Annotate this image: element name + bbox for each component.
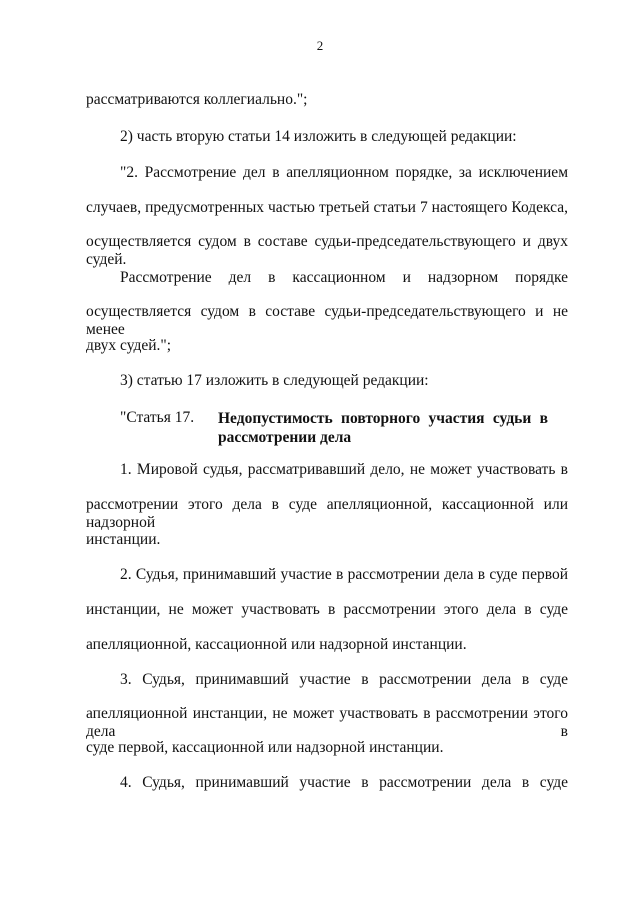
text-line: 3) статью 17 изложить в следующей редакции: — [120, 372, 429, 389]
text-line: 3. Судья, принимавший участие в рассмотрении дела в суде — [120, 671, 568, 688]
text-line: "2. Рассмотрение дел в апелляционном порядке, за исключением — [120, 164, 568, 181]
text-line: инстанции. — [86, 531, 161, 548]
text-line: 2) часть вторую статьи 14 изложить в следующей редакции: — [120, 128, 517, 145]
article-title — [218, 409, 548, 447]
text-line: Рассмотрение дел в кассационном и надзорном порядке — [120, 269, 568, 286]
text-line: суде первой, кассационной или надзорной инстанции. — [86, 739, 444, 756]
text-line: двух судей."; — [86, 337, 172, 354]
text-line: 2. Судья, принимавший участие в рассмотрении дела в суде первой — [120, 566, 568, 583]
text-line: 4. Судья, принимавший участие в рассмотрении дела в суде — [120, 774, 568, 791]
article-title-line: Недопустимость повторного участия судьи в — [218, 410, 548, 427]
text-line: случаев, предусмотренных частью третьей статьи 7 настоящего Кодекса, — [86, 199, 568, 216]
text-line: апелляционной, кассационной или надзорной инстанции. — [86, 636, 467, 653]
text-line: инстанции, не может участвовать в рассмотрении этого дела в суде — [86, 601, 568, 618]
article-label: "Статья 17. — [120, 409, 195, 426]
text-line: апелляционной инстанции, не может участвовать в рассмотрении этого дела в — [86, 705, 568, 740]
text-line: рассматриваются коллегиально."; — [86, 91, 308, 108]
text-line: рассмотрении этого дела в суде апелляционной, кассационной или надзорной — [86, 496, 568, 531]
text-line: осуществляется судом в составе судьи-председательствующего и не менее — [86, 303, 568, 338]
text-line: 1. Мировой судья, рассматривавший дело, не может участвовать в — [120, 461, 568, 478]
page-number: 2 — [316, 38, 324, 53]
text-line: осуществляется судом в составе судьи-председательствующего и двух судей. — [86, 233, 568, 268]
article-title-line: рассмотрении дела — [218, 429, 352, 446]
